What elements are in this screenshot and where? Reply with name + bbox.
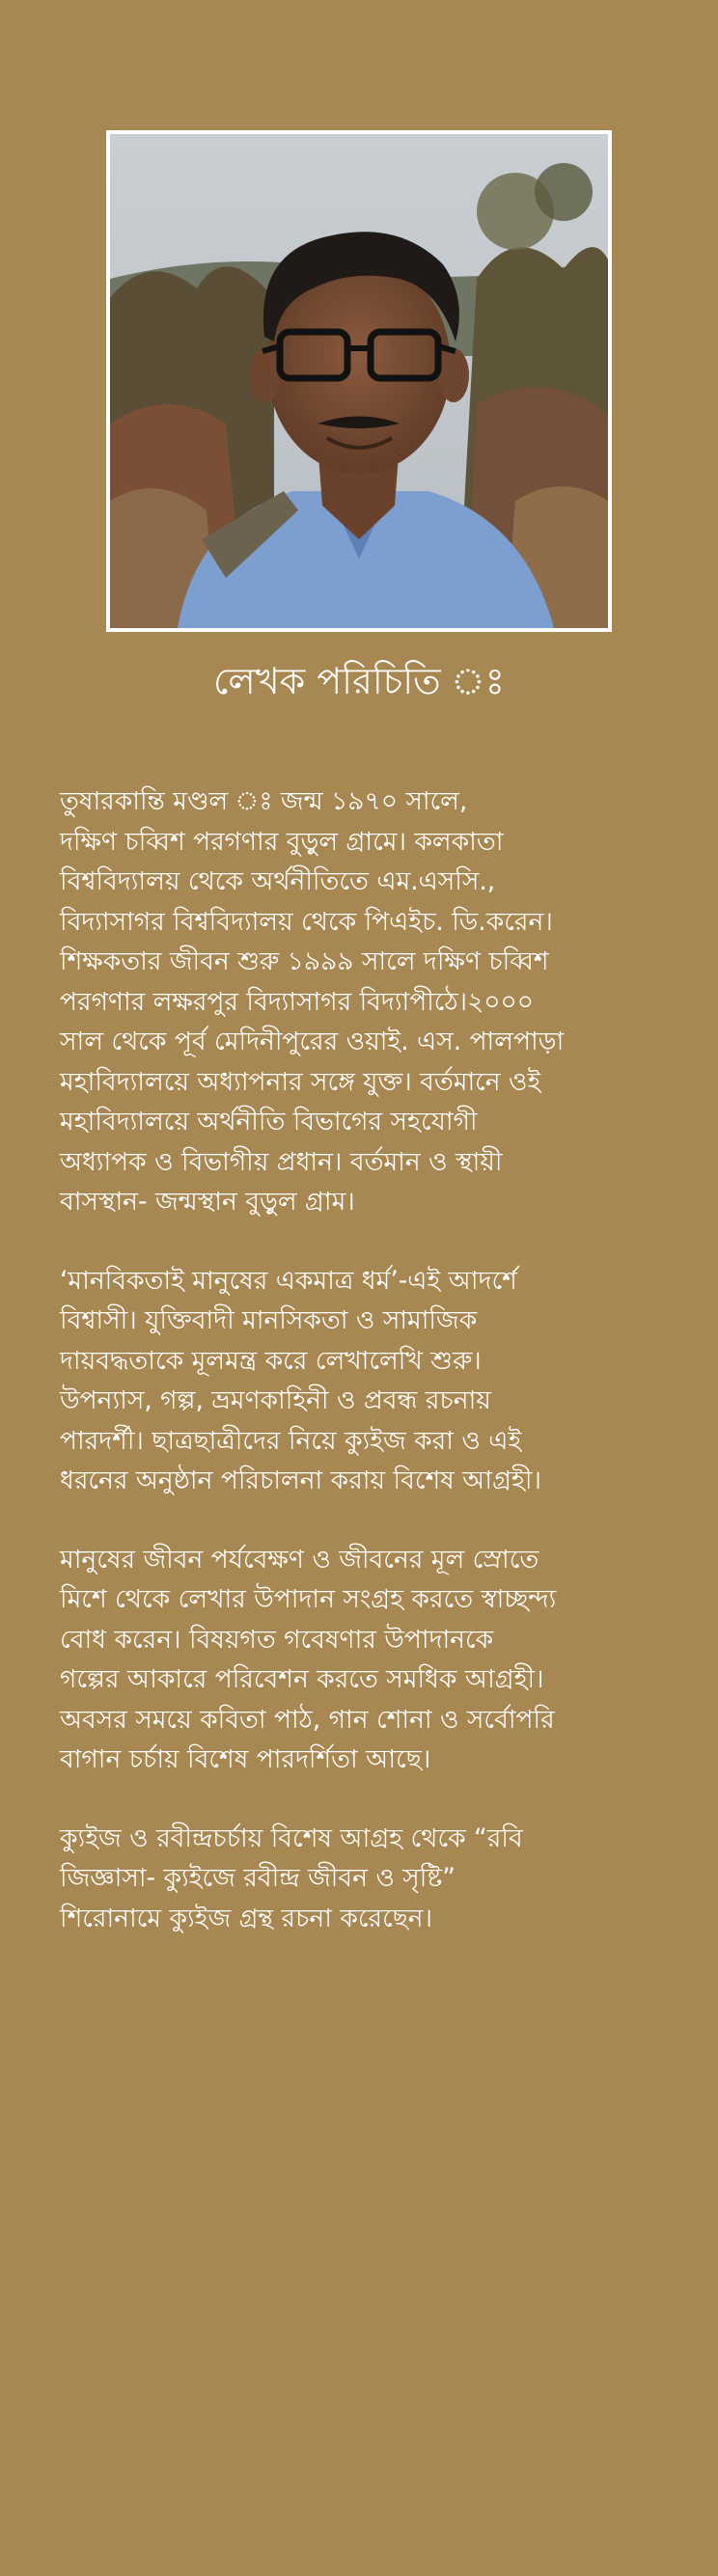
bio-line: পারদর্শী। ছাত্রছাত্রীদের নিয়ে ক্যুইজ করা ও এই xyxy=(60,1425,522,1456)
bio-line: ক্যুইজ ও রবীন্দ্রচর্চায় বিশেষ আগ্রহ থেকে “রবি xyxy=(60,1822,523,1853)
bio-line: সাল থেকে পূর্ব মেদিনীপুরের ওয়াই. এস. পালপাড়া xyxy=(60,1027,565,1056)
author-photo xyxy=(110,134,608,628)
bio-line: বিদ্যাসাগর বিশ্ববিদ্যালয় থেকে পিএইচ. ডি.করেন। xyxy=(60,906,553,937)
bio-line: বাসস্থান- জন্মস্থান বুড়ুল গ্রাম। xyxy=(60,1187,355,1217)
page-title: লেখক পরিচিতি ঃ xyxy=(212,660,506,702)
bio-line: উপন্যাস, গল্প, ভ্রমণকাহিনী ও প্রবন্ধ রচনায় xyxy=(60,1385,491,1415)
bio-line: বোধ করেন। বিষয়গত গবেষণার উপাদানকে xyxy=(60,1624,494,1655)
bio-line: শিরোনামে ক্যুইজ গ্রন্থ রচনা করেছেন। xyxy=(60,1903,433,1933)
author-bio xyxy=(60,781,706,1977)
bio-line: ধরনের অনুষ্ঠান পরিচালনা করায় বিশেষ আগ্রহী। xyxy=(60,1466,541,1495)
bio-line: দক্ষিণ চব্বিশ পরগণার বুড়ুল গ্রামে। কলকাতা xyxy=(60,826,504,857)
bio-paragraph-2 xyxy=(60,1261,706,1501)
bio-line: দায়বদ্ধতাকে মূলমন্ত্র করে লেখালেখি শুরু। xyxy=(60,1345,482,1376)
bio-paragraph-1 xyxy=(60,781,706,1222)
bio-line: তুষারকান্তি মণ্ডল ঃ জন্ম ১৯৭০ সালে, xyxy=(60,786,468,816)
bio-line: মহাবিদ্যালয়ে অর্থনীতি বিভাগের সহযোগী xyxy=(60,1107,478,1137)
author-photo-frame xyxy=(106,130,612,632)
bio-paragraph-3 xyxy=(60,1540,706,1780)
bio-line: জিজ্ঞাসা- ক্যুইজে রবীন্দ্র জীবন ও সৃষ্টি” xyxy=(60,1863,456,1893)
bio-line: মহাবিদ্যালয়ে অধ্যাপনার সঙ্গে যুক্ত। বর্তমানে ওই xyxy=(60,1066,541,1097)
bio-line: মিশে থেকে লেখার উপাদান সংগ্রহ করতে স্বাচ্ছন্দ্য xyxy=(60,1584,557,1614)
bio-line: বাগান চর্চায় বিশেষ পারদর্শিতা আছে। xyxy=(60,1744,431,1774)
bio-paragraph-4 xyxy=(60,1819,706,1939)
bio-line: শিক্ষকতার জীবন শুরু ১৯৯৯ সালে দক্ষিণ চব্বিশ xyxy=(60,946,549,976)
bio-line: বিশ্বাসী। যুক্তিবাদী মানসিকতা ও সামাজিক xyxy=(60,1305,478,1335)
bio-line: অধ্যাপক ও বিভাগীয় প্রধান। বর্তমান ও স্থায়ী xyxy=(60,1146,503,1177)
bio-line: বিশ্ববিদ্যালয় থেকে অর্থনীতিতে এম.এসসি., xyxy=(60,866,496,896)
bio-line: গল্পের আকারে পরিবেশন করতে সমধিক আগ্রহী। xyxy=(60,1664,544,1694)
bio-line: ‘মানবিকতাই মানুষের একমাত্র ধর্ম’-এই আদর্শে xyxy=(60,1265,517,1296)
bio-line: অবসর সময়ে কবিতা পাঠ, গান শোনা ও সর্বোপরি xyxy=(60,1704,555,1735)
bio-line: মানুষের জীবন পর্যবেক্ষণ ও জীবনের মূল স্রোতে xyxy=(60,1544,539,1575)
bio-line: পরগণার লক্ষরপুর বিদ্যাসাগর বিদ্যাপীঠে।২০০০ xyxy=(60,986,535,1017)
